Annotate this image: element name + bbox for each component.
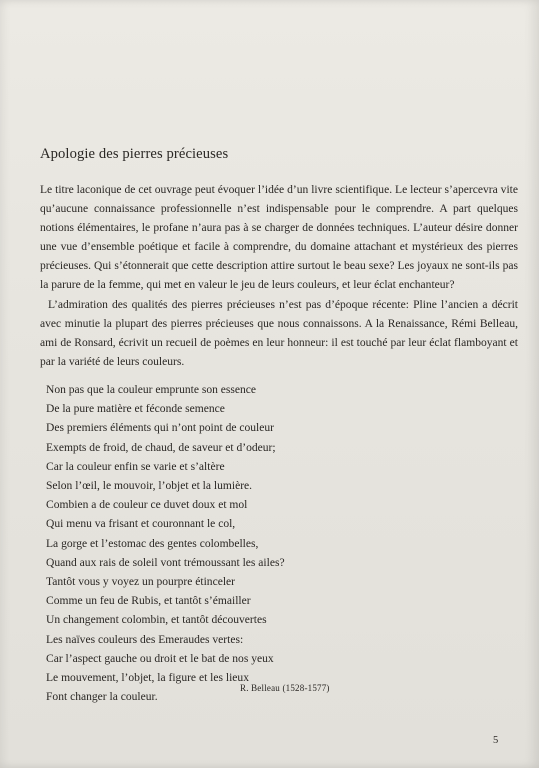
poem-line: Selon l’œil, le mouvoir, l’objet et la lumière. (46, 480, 253, 493)
poem-line: Des premiers éléments qui n’ont point de couleur (46, 422, 274, 435)
poem-line: Car l’aspect gauche ou droit et le bat de nos yeux (46, 652, 274, 665)
poem-line: Le mouvement, l’objet, la figure et les lieux (46, 672, 249, 685)
poem-line: Font changer la couleur. (46, 691, 158, 704)
poem-line: Tantôt vous y voyez un pourpre étinceler (46, 576, 236, 589)
paragraph-1: Le titre laconique de cet ouvrage peut évoquer l’idée d’un livre scientifique. Le lecteur s’apercevra vite qu’aucune connaissance professionnelle n’est indispensable pour le comprendre. A part quelques notions élémentaires, le profane n’aura pas à se charger de données techniques. L’auteur désire donner une vue d’ensemble poétique et facile à comprendre, du domaine attachant et mystérieux des pierres précieuses. Qui s’étonnerait que cette description attire surtout le beau sexe? Les joyaux ne sont-ils pas la parure de la femme, qui met en valeur le jeu de leurs couleurs, et leur éclat enchanteur? (40, 184, 518, 292)
poem-line: Qui menu va frisant et couronnant le col, (46, 518, 236, 531)
poem-line: Exempts de froid, de chaud, de saveur et d’odeur; (46, 441, 276, 454)
page-number: 5 (493, 735, 499, 746)
poem-line: Quand aux rais de soleil vont trémoussant les ailes? (46, 556, 285, 569)
poem-line: Un changement colombin, et tantôt découvertes (46, 614, 267, 627)
poem-line: Car la couleur enfin se varie et s’altère (46, 460, 225, 473)
paragraph-2: L’admiration des qualités des pierres précieuses n’est pas d’époque récente: Pline l’ancien a décrit avec minutie la plupart des pierres précieuses que nous connaissons. A la Renaissance, Rémi Belleau, ami de Ronsard, écrivit un recueil de poèmes en leur honneur: il est touché par leur éclat flamboyant et par la variété de leurs couleurs. (40, 298, 518, 368)
page-title: Apologie des pierres précieuses (40, 146, 229, 162)
poem (46, 381, 285, 707)
poem-line: Les naïves couleurs des Emeraudes vertes: (46, 633, 244, 646)
poem-line: De la pure matière et féconde semence (46, 403, 225, 416)
poem-attribution: R. Belleau (1528-1577) (240, 683, 330, 693)
poem-line: La gorge et l’estomac des gentes colombelles, (46, 537, 259, 550)
poem-line: Combien a de couleur ce duvet doux et mol (46, 499, 248, 512)
poem-line: Non pas que la couleur emprunte son essence (46, 384, 257, 396)
poem-line: Comme un feu de Rubis, et tantôt s’émailler (46, 595, 251, 608)
prose-body (40, 181, 518, 372)
